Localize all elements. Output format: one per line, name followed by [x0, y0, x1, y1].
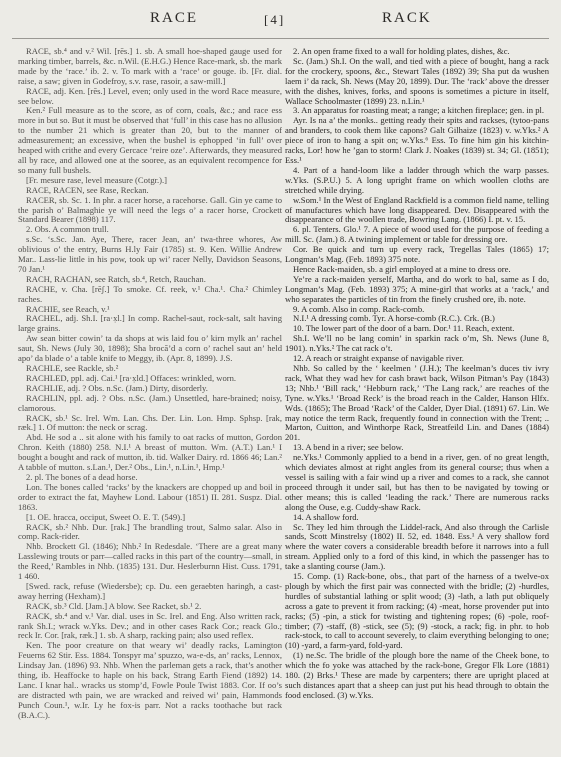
entry-paragraph: 4. Part of a hand-loom like a ladder through which the warp passes. w.Yks. (S.P.U.) 5. A long upright frame on which woollen cloths are stretched while drying.: [285, 164, 549, 195]
entry-paragraph: Hence Rack-maiden, sb. a girl employed at a mine to dress ore.: [293, 263, 511, 274]
entry-paragraph: RACE, RACEN, see Rase, Reckan.: [26, 184, 149, 195]
page-number: [4]: [264, 12, 286, 27]
right-column: [285, 47, 549, 751]
entry-paragraph: 2. Obs. A common trull.: [26, 224, 109, 235]
entry-paragraph: (1) ne.Sc. The bridle of the plough bore the name of the Cheek bone, to which the fo yoke was attached by the rack-bone, Gregor Flk Lore (1881) 180. (2) Brks.¹ These are made by carpenters; there are upright placed at such distances apart that a sheep can just put his head through to obtain the food enclosed. (3) w.Yks.: [285, 650, 549, 700]
entry-paragraph: Abd. He sod a .. sit alone with his family to oat racks of mutton, Gordon Chron. Keith (1880) 258. N.I.¹ A breast of mutton. Wm. (A.T.) Lan.¹ I bought a bought and rack of mutton, ib. tid. Walker Dairy. rd. 1866 46; Lan.² A tabble of mutton. s.Lan.¹, Der.² Obs., Lin.¹, n.Lin.¹, Hmp.¹: [18, 432, 282, 473]
entry-paragraph: 13. A bend in a river; see below.: [293, 442, 404, 453]
entry-paragraph: 9. A comb. Also in comp. Rack-comb.: [293, 303, 425, 314]
entry-paragraph: RACHIE, see Reach, v.¹: [26, 303, 110, 314]
entry-paragraph: 14. A shallow ford.: [293, 511, 359, 522]
entry-paragraph: RACHLIN, ppl. adj. ? Obs. n.Sc. (Jam.) Unsettled, hare-brained; noisy, clamorous.: [18, 392, 282, 413]
entry-paragraph: Sc. They led him through the Liddel-rack, And also through the Carlisle sands, Scott Minstrelsy (1802) II. 52, ed. 1848. Ess.¹ A very shallow ford where the water covers a considerable breadth before it narrows into a full stream. Applied only to a ford of this kind, in which the passenger has to take a slanting course (Jam.).: [285, 521, 549, 572]
entry-paragraph: RACK, sb.³ Cld. [Jam.] A blow. See Racket, sb.¹ 2.: [26, 600, 202, 611]
entry-paragraph: 15. Comp. (1) Rack-bone, obs., that part of the harness of a twelve-ox plough by which the first pair was connected with the bridle; (2) -hurdles, hurdles of substantial lathing or split wood; (3) -lath, a lath put obliquely across a gate to prevent it from racking; (4) -meat, horse provender put into racks; (5) -pin, a stick for twisting and tightening ropes; (6) -pole, roof-timber; (7) -staff, (8) -stick, see (5); (9) -stock, a rack; fig. in phr. to hob rack-stock, to call to account severely, to claim everything belonging to one; (10) -yard, a farm-yard, fold-yard.: [285, 571, 549, 651]
entry-paragraph: Sc. (Jam.) Sh.I. On the wall, and tied with a piece of bought, hang a rack for the crockery, spoons, &c., Stewart Tales (1892) 39; Sha put da wushen laem i’ da rack, Sh. News (May 20, 1899). Dur. The ‘rack’ above the dresser with the dishes, knives, forks, and spoons is sometimes a picture in itself, Wallace Schoolmaster (1899) 23. n.Lin.¹: [285, 55, 549, 106]
entry-paragraph: w.Som.¹ In the West of England Rackfield is a common field name, telling of manufactures which have long disappeared. Dev. Disappeared with the disappearance of the woollen trade, Bowring Lang. (1866) I. pt. v. 15.: [285, 194, 549, 225]
entry-paragraph: RACER, sb. Sc. 1. In phr. a racer horse, a racehorse. Gall. Gin ye came to the parish o’ Balmaghie ye will need the legs o’ a racer horse, Crockett Standard Bearer (1898) 117.: [18, 194, 282, 225]
entry-paragraph: RACK, sb.¹ Sc. Irel. Wm. Lan. Chs. Der. Lin. Lon. Hmp. Sphsp. [rak, ræk.] 1. Of mutton: the neck or scrag.: [18, 412, 282, 433]
entry-paragraph: 2. pl. The bones of a dead horse.: [26, 471, 138, 482]
entry-paragraph: RACK, sb.² Nhb. Dur. [rak.] The brandling trout, Salmo salar. Also in comp. Rack-rider.: [18, 521, 282, 542]
left-column: [18, 47, 282, 751]
entry-paragraph: N.I.¹ A dressing comb. Tyr. A horse-comb (R.C.). Crk. (B.): [293, 313, 495, 324]
entry-paragraph: RACHLE, see Rackle, sb.²: [26, 363, 119, 373]
entry-paragraph: Ken.² Full measure as to the score, as of corn, coals, &c.; and race ess more in but so. But it must be observed that ‘full’ in this case has no allusion to the number 21 which is greater than 20, but to the manner of admeasurement; an excessive, when the bushel is ephopped ‘in full’ over heaped with crithe and every Gercace ‘reire oze’. Afterwards, they measured all by race, and allowed one at the sooree, as an equivalent recompence for so many full bushels.: [18, 105, 282, 175]
entry-paragraph: [Swed. rack, refuse (Wiedersbe); cp. Du. een geraebten haringh, a cast-away herring (Hexham).]: [18, 580, 282, 601]
entry-paragraph: 12. A reach or straight expanse of navigable river.: [293, 353, 464, 364]
entry-paragraph: Nhb. Brockett Gl. (1846); Nhb.² In Redesdale. ‘There are a great many Lasslewing trouts or parr—called racks in this part of the country—small, in the Reed,’ Rambles in Nhb. (1835) 131. Dur. Heslerburnn Hist. Cuss. 1791, 1 460.: [18, 541, 282, 582]
entry-paragraph: Ken. The poor creature on that weary wi’ deadly racks, Lamington Feuerns 62 Stir. Ess. 1884. Tonspyr ma’ spuzzo, wa-e-ds, an’ racks, Lennox, Lindsay Jan. (1896) 93. Nhb. When the parleman gets a rack, that’s another thing, ib. Heaffocke to haple on his back, Strang Earth Fiend (1892) 14. Lanc. I knar hal.. wracks us stomp’d, Fowle Poule Twist 1883. Cor. If oo’s are distracted wth pain, we are wracked and reived wi’ pain, Hammonds Punch Coun.¹, w.Ir. Ly he fox-is parr. Not a racks toothache but rack (B.A.C.).: [18, 640, 282, 720]
entry-paragraph: Cor. Be quick and turn up every rack, Tregellas Tales (1865) 17; Longman’s Mag. (Feb. 1893) 375 note.: [285, 244, 549, 265]
entry-paragraph: RACH, RACHAN, see Ratch, sb.⁴, Retch, Rauchan.: [26, 273, 206, 284]
entry-paragraph: ne.Yks.¹ Commonly applied to a bend in a river, gen. of no great length, which deviates almost at right angles from its general course; thus when a vessel is sailing with a fair wind up a river and comes to a rack, she cannot proceed through it under sail, but has then to be navigated by towing or other means; this is called ‘leading the rack.’ There are numerous racks along the Ouse, e.g. Cuddy-shaw Rack.: [285, 452, 549, 512]
running-head-left: RACE: [150, 10, 199, 26]
page-header: [0, 10, 561, 32]
entry-paragraph: RACHE, v. Cha. [rēʃ.] To smoke. Cf. reek, v.¹ Cha.¹. Cha.² Chimley raches.: [18, 283, 282, 304]
entry-paragraph: 10. The lower part of the door of a barn. Dor.¹ 11. Reach, extent.: [293, 323, 515, 334]
entry-paragraph: 2. An open frame fixed to a wall for holding plates, dishes, &c.: [293, 47, 510, 56]
entry-paragraph: RACE, adj. Ken. [rēs.] Level, even; only used in the word Race measure, see below.: [18, 85, 282, 106]
running-head-right: RACK: [382, 10, 432, 26]
entry-paragraph: [Fr. mesure rase, level measure (Cotgr.).]: [26, 174, 168, 185]
entry-paragraph: Ye’re a rack-maiden yerself, Martha, and do work to bal, same as I do, Longman’s Mag. (Feb. 1893) 375; A mine-girl that works at a ‘rack,’ and who separates the particles of tin from the finely crushed ore, ib. note.: [285, 273, 549, 304]
entry-paragraph: [1. OE. hracca, occiput, Sweet O. E. T. (549).]: [26, 511, 186, 522]
entry-paragraph: RACHLIE, adj. ? Obs. n.Sc. (Jam.) Dirty, disorderly.: [26, 382, 208, 393]
entry-paragraph: Sh.I. We’ll no be lang comin’ in sparkin rack o’m, Sh. News (June 8, 1901). n.Yks.² The cat rack o’t.: [285, 333, 549, 354]
entry-paragraph: RACHLED, ppl. adj. Cai.¹ [ra·x̣ld.] Offaces: wrinkled, worn.: [26, 372, 237, 383]
entry-paragraph: Ayr. Is na a’ the monks.. getting ready their spits and rackses, (tytoo-pans and branders, to cook them like capons? Galt Gilhaize (1823) v. w.Yks.² A piece of iron to hang a spit on; w.Yks.⁶ Ess. To fine him gin his kitchin-racks, Lor! how he ’gan to storm! Clark J. Noakes (1839) st. 34; Gl. (1851); Ess.¹: [285, 115, 549, 165]
entry-paragraph: Aw sean bitter cowin’ ta da shops at wis laid fou o’ kirn mylk an’ rachel saut, Sh. News (July 30, 1898); Sha brocā’d a corn o’ rachel saut an’ held apo’ da blade o’ a table knife to Meggy, ib. (Apr. 8, 1899). J.S.: [18, 333, 282, 364]
entry-paragraph: s.Sc. ‘s.Sc. Jan. Aye, There, racer Jean, an’ twa-three whores, Aw oblivious o’ the entry, Burns H.ly Fair (1785) st. 9. Ken. Willie Andrew Mar.. Lass-lie little in his pow, took up wi’ racer Nelly, Davidson Seasons, 70 Jan.¹: [18, 234, 282, 274]
header-rule: [12, 38, 549, 39]
entry-paragraph: 6. pl. Tenters. Glo.¹ 7. A piece of wood used for the purpose of feeding a mill. Sc. (Jam.) 8. A twining implement or table for dressing ore.: [285, 224, 549, 245]
entry-paragraph: Nhb. So called by the ‘ keelmen ’ (J.H.); The keelman’s duces tiv ivry rack, What they wad hev for cash brawt back, Wilson Pitman’s Pay (1843) 13; Nhb.¹ ‘Bill rack,’ ‘Hebburn rack,’ ‘The Lang rack,’ are reaches of the Tyne. w.Yks.¹ ‘Broad Reck’ is the broad reach in the Calder, Hanson Hlfx. Wds. (1865); The Broad ‘Rack’ of the Calder, Dyer Dial. (1891) 67. Lin. We may notice the term Rack, frequently found in connection with the Trent; .. Marton, Cuitton, and Winthorpe Rack, Streatfeild Lin. and Danes (1884) 201.: [285, 363, 549, 443]
entry-paragraph: RACHEL, adj. Sh.I. [ra·x̣l.] In comp. Rachel-saut, rock-salt, salt having large grains.: [18, 313, 282, 334]
entry-paragraph: RACE, sb.⁴ and v.² Wil. [rēs.] 1. sb. A small hoe-shaped gauge used for marking timber, barrels, &c. n.Wil. (E.H.G.) Hence Race-mark, sb. the mark made by the ‘race.’ ib. 2. v. To mark with a ‘race’ or gouge. ib. [Fr. dial. raise, a saw; given in Godefroy, s.v. rase, rasoir, a saw-mill.]: [18, 47, 282, 86]
entry-paragraph: RACK, sb.⁴ and v.¹ Var. dial. uses in Sc. Irel. and Eng. Also written rack, rank Sh.I.; wrack w.Yks. Dev.; and in other cases Rack Cor.; reack Glo.; reck Ir. Cor. [rak, ræk.] 1. sb. A sharp, racking pain; also used reflex.: [18, 610, 282, 641]
entry-paragraph: 3. An apparatus for roasting meat; a range; a kitchen fireplace; gen. in pl.: [293, 105, 545, 116]
entry-paragraph: Lon. The bones called ‘racks’ by the knackers are chopped up and boil in order to extract the fat, Mayhew Lond. Labour (1851) II. 281. Suspz. Dial. 1863.: [18, 481, 282, 512]
